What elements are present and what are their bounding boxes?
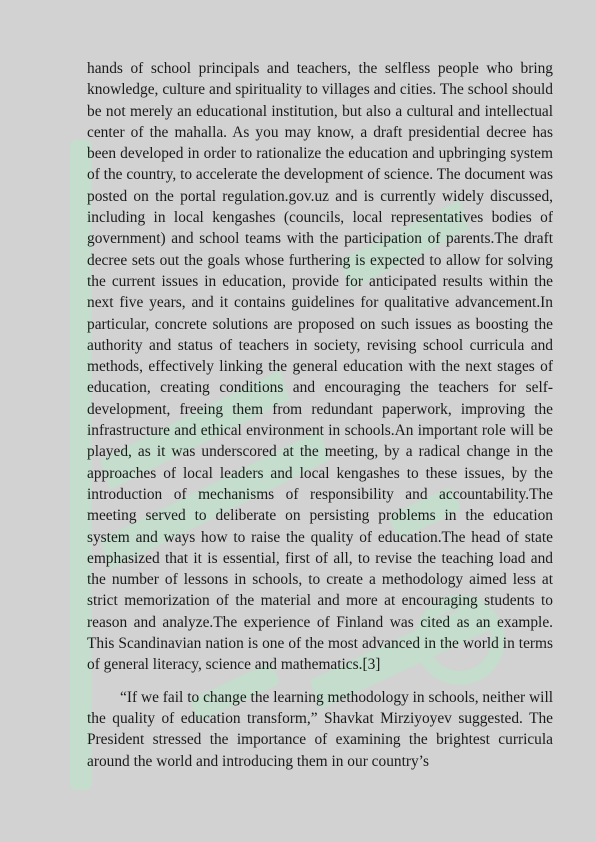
body-paragraph-1: hands of school principals and teachers, the selfless people who bring knowledge, culture and spirituality to villages and cities. The school should be not merely an educational institution, but also a cultural and intellectual center of the mahalla. As you may know, a draft presidential decree has been developed in order to rationalize the education and upbringing system of the country, to accelerate the development of science. The document was posted on the portal regulation.gov.uz and is currently widely discussed, including in local kengashes (councils, local representatives bodies of government) and school teams with the participation of parents.The draft decree sets out the goals whose furthering is expected to allow for solving the current issues in education, provide for anticipated results within the next five years, and it contains guidelines for qualitative advancement.In particular, concrete solutions are proposed on such issues as boosting the authority and status of teachers in society, revising school curricula and methods, effectively linking the general education with the next stages of education, creating conditions and encouraging the teachers for self-development, freeing them from redundant paperwork, improving the infrastructure and ethical environment in schools.An important role will be played, as it was underscored at the meeting, by a radical change in the approaches of local leaders and local kengashes to these issues, by the introduction of mechanisms of responsibility and accountability.The meeting served to deliberate on persisting problems in the education system and ways how to raise the quality of education.The head of state emphasized that it is essential, first of all, to revise the teaching load and the number of lessons in schools, to create a methodology aimed less at strict memorization of the material and more at encouraging students to reason and analyze.The experience of Finland was cited as an example. This Scandinavian nation is one of the most advanced in the world in terms of general literacy, science and mathematics.[3]: [87, 60, 553, 674]
body-text: [87, 58, 553, 772]
body-paragraph-2: “If we fail to change the learning methodology in schools, neither will the quality of education transform,” Shavkat Mirziyoyev suggested. The President stressed the importance of examining the brightest curricula around the world and introducing them in our country’s: [87, 688, 553, 770]
